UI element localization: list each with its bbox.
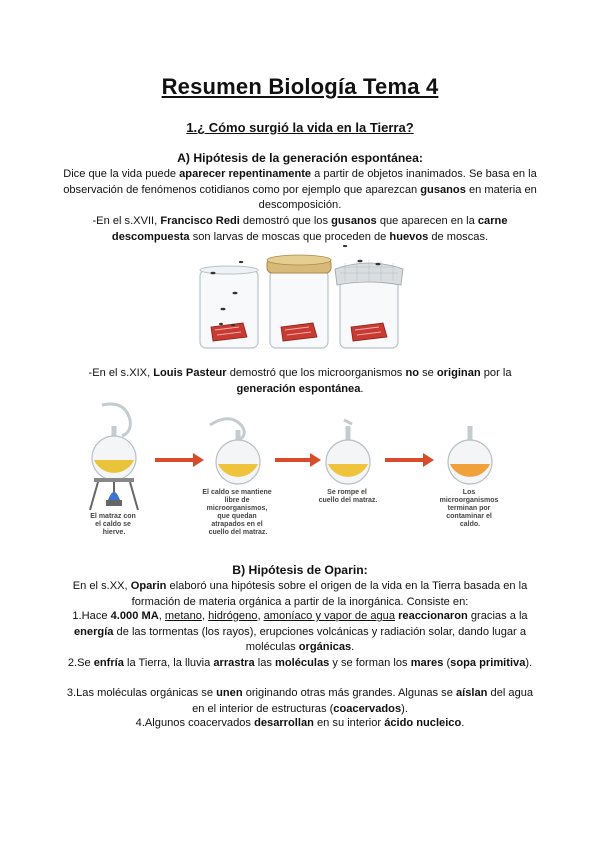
caption-sterile: El caldo se mantiene libre de microorganismos, que quedan atrapados en el cuello del matraz. <box>202 489 272 536</box>
arrow-icon <box>310 453 321 467</box>
oparin-intro-paragraph: En el s.XX, Oparin elaboró una hipótesis sobre el origen de la vida en la Tierra basada en la formación de materia orgánica a partir de la inorgánica. Consiste en: <box>72 580 528 608</box>
hypothesis-a-definition: Dice que la vida puede aparecer repentinamente a partir de objetos inanimados. Se basa en la observación de fenómenos cotidianos como por ejemplo que aparezcan gusanos en materia en descomposición. <box>63 168 537 212</box>
redi-jars-illustration <box>195 245 410 355</box>
oparin-step-3: 3.Las moléculas orgánicas se unen originando otras más grandes. Algunas se aíslan del agua en el interior de estructuras (coacervados). <box>66 687 534 715</box>
swan-neck-flask <box>202 419 273 536</box>
open-jar <box>200 261 258 348</box>
arrow-icon <box>193 453 204 467</box>
hypothesis-a-heading: A) Hipótesis de la generación espontánea: <box>177 151 423 165</box>
caption-broken-neck: Se rompe el cuello del matraz. <box>318 489 378 504</box>
pasteur-paragraph: -En el s.XIX, Louis Pasteur demostró que los microorganismos no se originan por la generación espontánea. <box>88 367 512 395</box>
pasteur-experiment-illustration <box>80 400 520 550</box>
oparin-step-4: 4.Algunos coacervados desarrollan en su interior ácido nucleico. <box>135 717 465 729</box>
oparin-step-1: 1.Hace 4.000 MA, metano, hidrógeno, amoníaco y vapor de agua reaccionaron gracias a la energía de las tormentas (los rayos), erupciones volcánicas y radiación solar, dando lugar a moléculas orgánicas. <box>72 610 528 654</box>
sealed-jar <box>267 255 331 348</box>
arrow-icon <box>423 453 434 467</box>
redi-paragraph: -En el s.XVII, Francisco Redi demostró que los gusanos que aparecen en la carne descompuesta son larvas de moscas que proceden de huevos de moscas. <box>92 215 508 243</box>
gauze-jar <box>335 245 403 348</box>
section-heading: 1.¿ Cómo surgió la vida en la Tierra? <box>186 120 414 135</box>
caption-contaminated: Los microorganismos terminan por contaminar el caldo. <box>439 489 499 528</box>
heated-flask <box>90 404 138 536</box>
hypothesis-b-heading: B) Hipótesis de Oparin: <box>232 563 368 577</box>
oparin-step-2: 2.Se enfría la Tierra, la lluvia arrastra las moléculas y se forman los mares (sopa primitiva). <box>67 657 533 669</box>
caption-boil: El matraz con el caldo se hierve. <box>90 513 136 536</box>
contaminated-flask <box>440 426 501 528</box>
fly-icon <box>343 245 381 265</box>
page-title: Resumen Biología Tema 4 <box>161 74 439 99</box>
broken-neck-flask <box>319 420 378 504</box>
